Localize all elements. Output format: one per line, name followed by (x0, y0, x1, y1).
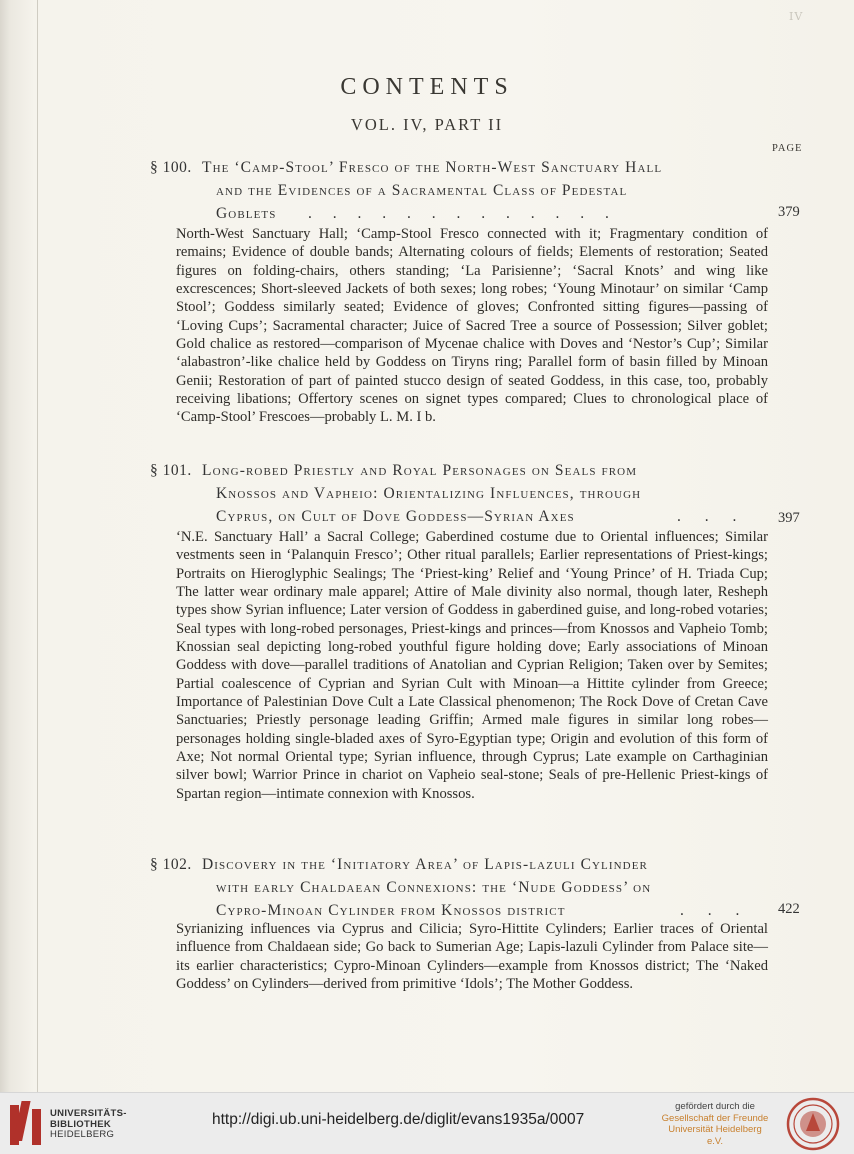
sponsor-credit[interactable] (660, 1101, 770, 1147)
dot-leaders: . . . (680, 902, 750, 919)
section-summary (176, 528, 768, 840)
page-title: CONTENTS (340, 74, 514, 100)
library-line: BIBLIOTHEK (50, 1118, 112, 1130)
section-number: § 101. (150, 462, 192, 479)
volume-subtitle: VOL. IV, PART II (350, 115, 504, 134)
library-line: HEIDELBERG (50, 1129, 115, 1140)
section-page-number: 397 (778, 510, 800, 526)
sponsor-line: Gesellschaft der Freunde (661, 1112, 769, 1124)
library-line: UNIVERSITÄTS- (50, 1108, 127, 1119)
summary-text: Syrianizing influences via Cyprus and Cilicia; Syro-Hittite Cylinders; Earlier traces of Oriental influence from Chaldaean side; Go back to Sumerian Age; Lapis-lazuli Cylinder from Palace site—its earlier characteristics; Cypro-Minoan Cylinders—example from Knossos district; The ‘Naked Goddess’ on Cylinders—derived from primitive ‘Idols’; The Mother Goddess. (176, 921, 768, 993)
dot-leaders: . . . . . . . . . . . . . (308, 205, 618, 222)
heading-line: with early Chaldaean Connexions: the ‘Nude Goddess’ on (216, 879, 652, 896)
summary-text: North-West Sanctuary Hall; ‘Camp-Stool Fresco connected with it; Fragmentary condition of remains; Evidence of double bands; Alternating colours of fields; Elements of restoration; Seated figures on folding-chairs, others standing; ‘La Parisienne’; ‘Sacral Knots’ and wing like excrescences; Short-sleeved Jackets of both sexes; long robes; ‘Young Minotaur’ on similar ‘Camp Stool’; Goddess similarly seated; Evidence of gloves; Confronted sitting figures—passing of ‘Loving Cups’; Sacramental character; Juice of Sacred Tree a source of Possession; Silver goblet; Gold chalice as restored—comparison of Mycenae chalice with Doves and ‘Nestor’s Cup’; Similar ‘alabastron’-like chalice held by Goddess on Tiryns ring; Parallel form of basin filled by Minoan Genii; Restoration of part of painted stucco design of seated Goddess, in this case, too, probably receiving libations; Offertory scenes on signet types compared; Clues to chronological place of ‘Camp-Stool’ Frescoes—probably L. M. I b. (176, 226, 768, 426)
heading-line: Cypro-Minoan Cylinder from Knossos district (216, 902, 566, 919)
section-page-number: 379 (778, 204, 800, 220)
dot-leaders: . . . (677, 508, 747, 525)
university-seal-icon (786, 1097, 840, 1151)
heading-line: The ‘Camp-Stool’ Fresco of the North-West Sanctuary Hall (202, 159, 663, 176)
viewer-footer-bar (0, 1092, 854, 1154)
binding-shadow (37, 0, 38, 1092)
section-number: § 100. (150, 159, 192, 176)
permalink-url[interactable]: http://digi.ub.uni-heidelberg.de/diglit/evans1935a/0007 (212, 1111, 585, 1128)
section-number: § 102. (150, 856, 192, 873)
university-library-logo-icon[interactable] (8, 1099, 44, 1147)
heading-line: Cyprus, on Cult of Dove Goddess—Syrian Axes (216, 508, 575, 525)
sponsor-line: Universität Heidelberg e.V. (668, 1124, 762, 1147)
corner-mark: IV (789, 10, 804, 23)
summary-text: ‘N.E. Sanctuary Hall’ a Sacral College; Gaberdined costume due to Oriental influences; Similar vestments seen in ‘Palanquin Fresco’; Other ritual parallels; Earlier representations of Priest-kings; Portraits on Hieroglyphic Sealings; The ‘Priest-king’ Relief and ‘Young Prince’ of H. Triada Cup; The latter wear ordinary male apparel; Attire of Male divinity also normal, though later, Resheph types show Syrian influence; Later version of Goddess in gaberdined guise, and long-robed votaries; Seal types with long-robed personages, Priest-kings and princes—from Knossos and Vapheio Tomb; Knossian seal depicting long-robed youthful figure holding dove; Early associations of Minoan Goddess with dove—parallel traditions of Anatolian and Cyprian Religion; Taken over by Semites; Partial coalescence of Cyprian and Syrian Cult with Minoan—a Hittite cylinder from Greece; Importance of Palestinian Dove Cult a Late Classical phenomenon; The Rock Dove of Cretan Cave Sanctuaries; Priestly personage leading Griffin; Armed male figures in similar long robes—personages holding single-bladed axes of Syro-Egyptian type; Origin and evolution of this form of Axe; Not normal Oriental type; Syrian influence, through Cyprus; Late example on Carthaginian silver bowl; Warrior Prince in chariot on Vapheio seal-stone; Seals of pre-Hellenic Priest-kings of Spartan region—intimate connexion with Knossos. (176, 529, 768, 802)
heading-line: Knossos and Vapheio: Orientalizing Influences, through (216, 485, 642, 502)
page-column-label: PAGE (772, 143, 803, 154)
heading-line: Long-robed Priestly and Royal Personages on Seals from (202, 462, 638, 479)
library-name[interactable] (50, 1109, 127, 1141)
section-summary (176, 920, 768, 1015)
section-summary (176, 225, 768, 449)
section-page-number: 422 (778, 901, 800, 917)
heading-line: Goblets (216, 205, 277, 222)
heading-line: and the Evidences of a Sacramental Class of Pedestal (216, 182, 628, 199)
heading-line: Discovery in the ‘Initiatory Area’ of Lapis-lazuli Cylinder (202, 856, 648, 873)
sponsor-line: gefördert durch die (675, 1101, 755, 1112)
